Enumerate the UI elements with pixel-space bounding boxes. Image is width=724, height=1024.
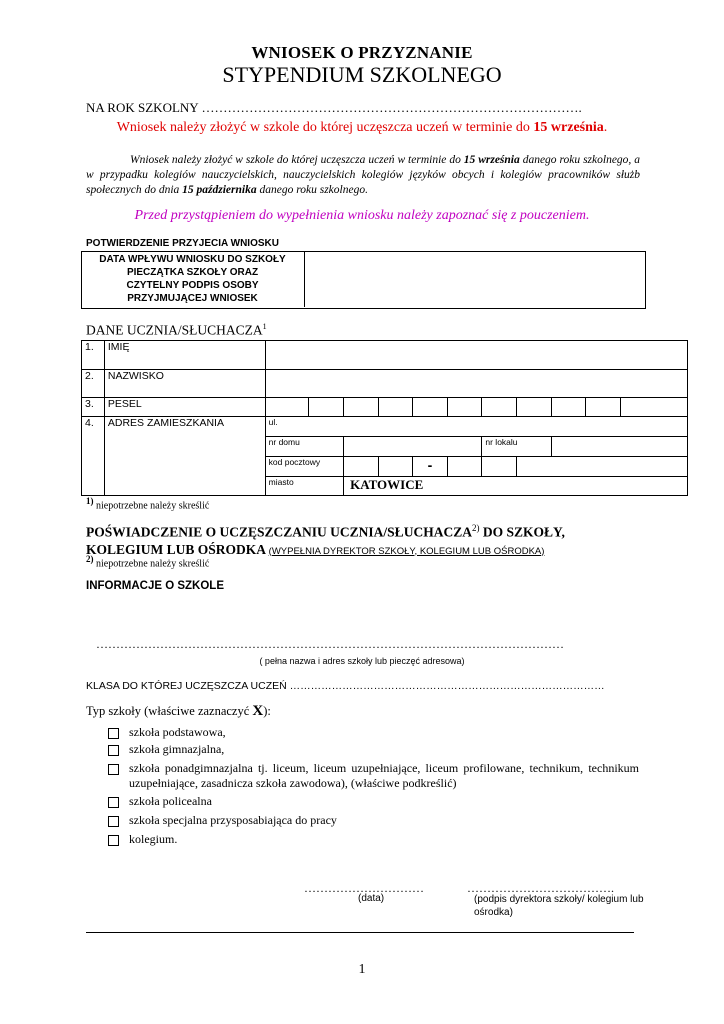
- signature-label: (podpis dyrektora szkoły/ kolegium lub ośrodka): [474, 894, 644, 918]
- confirmation-heading: POTWIERDZENIE PRZYJECIA WNIOSKU: [86, 238, 279, 249]
- date-label: (data): [358, 893, 385, 904]
- red-deadline-notice: Wniosek należy złożyć w szkole do której uczęszcza uczeń w terminie do 15 września.: [116, 120, 608, 135]
- ulica-input[interactable]: ul.: [265, 417, 687, 437]
- checkbox[interactable]: [108, 816, 119, 827]
- kod-digit[interactable]: [482, 457, 517, 477]
- kod-digit[interactable]: [378, 457, 413, 477]
- checkbox[interactable]: [108, 728, 119, 739]
- kod-rest: [517, 457, 688, 477]
- instructions-notice: Przed przystąpieniem do wypełnienia wniosku należy zapoznać się z pouczeniem.: [134, 208, 590, 223]
- nr-lokalu-input[interactable]: [551, 437, 687, 457]
- nr-domu-label: nr domu: [265, 437, 343, 457]
- checkbox[interactable]: [108, 797, 119, 808]
- kod-digit[interactable]: [447, 457, 482, 477]
- row-number: 3.: [82, 398, 105, 417]
- student-data-table: [81, 340, 688, 496]
- row-number: 4.: [82, 417, 105, 496]
- school-name-caption: ( pełna nazwa i adres szkoły lub pieczęć adresowa): [259, 656, 465, 666]
- label-nazwisko: NAZWISKO: [104, 370, 265, 398]
- school-type-heading: Typ szkoły (właściwe zaznaczyć X):: [86, 703, 271, 719]
- pesel-digit[interactable]: [517, 398, 552, 417]
- school-info-heading: INFORMACJE O SZKOLE: [86, 580, 225, 592]
- pesel-digit[interactable]: [482, 398, 517, 417]
- school-name-field[interactable]: ………………………………………………………………………………………………………: [96, 637, 564, 651]
- miasto-label: miasto: [265, 477, 343, 496]
- miasto-value[interactable]: KATOWICE: [344, 477, 688, 496]
- student-data-heading: DANE UCZNIA/SŁUCHACZA$^1$: [86, 322, 267, 338]
- imie-input[interactable]: [265, 341, 687, 370]
- pesel-digit[interactable]: [265, 398, 309, 417]
- page-number: 1: [358, 962, 366, 977]
- row-number: 1.: [82, 341, 105, 370]
- pesel-digit[interactable]: [586, 398, 621, 417]
- nazwisko-input[interactable]: [265, 370, 687, 398]
- pesel-digit[interactable]: [620, 398, 687, 417]
- pesel-digit[interactable]: [344, 398, 379, 417]
- school-year-field[interactable]: NA ROK SZKOLNY …………………………………………………………………………….: [86, 100, 582, 115]
- certification-heading: POŚWIADCZENIE O UCZĘSZCZANIU UCZNIA/SŁUCHACZA$^{2)}$ DO SZKOŁY, KOLEGIUM LUB OŚRODKA (WYPEŁNIA DYREKTOR SZKOŁY, KOLEGIUM LUB OŚRODKA): [86, 523, 565, 557]
- nr-domu-input[interactable]: [344, 437, 482, 457]
- label-adres: ADRES ZAMIESZKANIA: [104, 417, 265, 496]
- pesel-digit[interactable]: [447, 398, 482, 417]
- row-number: 2.: [82, 370, 105, 398]
- kod-dash: -: [413, 457, 448, 477]
- footnote-1: $^{1)}$ niepotrzebne należy skreślić: [86, 496, 210, 512]
- kod-digit[interactable]: [344, 457, 379, 477]
- label-imie: IMIĘ: [104, 341, 265, 370]
- date-field[interactable]: …………………………: [304, 881, 424, 895]
- bottom-divider: [86, 932, 634, 933]
- title-line-2: STYPENDIUM SZKOLNEGO: [222, 62, 502, 87]
- pesel-digit[interactable]: [378, 398, 413, 417]
- italic-deadline-notice: Wniosek należy złożyć w szkole do której uczęszcza uczeń w terminie do 15 września danego roku szkolnego, a w przypadku kolegiów nauczycielskich, nauczycielskich kolegiów języków obcych i kolegiów pracowników służb społecznych do dnia 15 października danego roku szkolnego.: [86, 154, 640, 196]
- nr-lokalu-label: nr lokalu: [482, 437, 551, 457]
- pesel-digit[interactable]: [551, 398, 586, 417]
- signature-field[interactable]: ……………………………….: [467, 881, 614, 895]
- checkbox[interactable]: [108, 745, 119, 756]
- pesel-digit[interactable]: [309, 398, 344, 417]
- footnote-2: $^{2)}$ niepotrzebne należy skreślić: [86, 554, 210, 570]
- confirmation-box-label: DATA WPŁYWU WNIOSKU DO SZKOŁY PIECZĄTKA SZKOŁY ORAZ CZYTELNY PODPIS OSOBY PRZYJMUJĄCEJ WNIOSEK: [81, 251, 305, 307]
- kod-pocztowy-label: kod pocztowy: [265, 457, 343, 477]
- pesel-digit[interactable]: [413, 398, 448, 417]
- title-line-1: WNIOSEK O PRZYZNANIE: [251, 43, 473, 62]
- checkbox[interactable]: [108, 764, 119, 775]
- class-field[interactable]: KLASA DO KTÓREJ UCZĘSZCZA UCZEŃ ………………………………………………………………………………: [86, 680, 605, 692]
- label-pesel: PESEL: [104, 398, 265, 417]
- checkbox[interactable]: [108, 835, 119, 846]
